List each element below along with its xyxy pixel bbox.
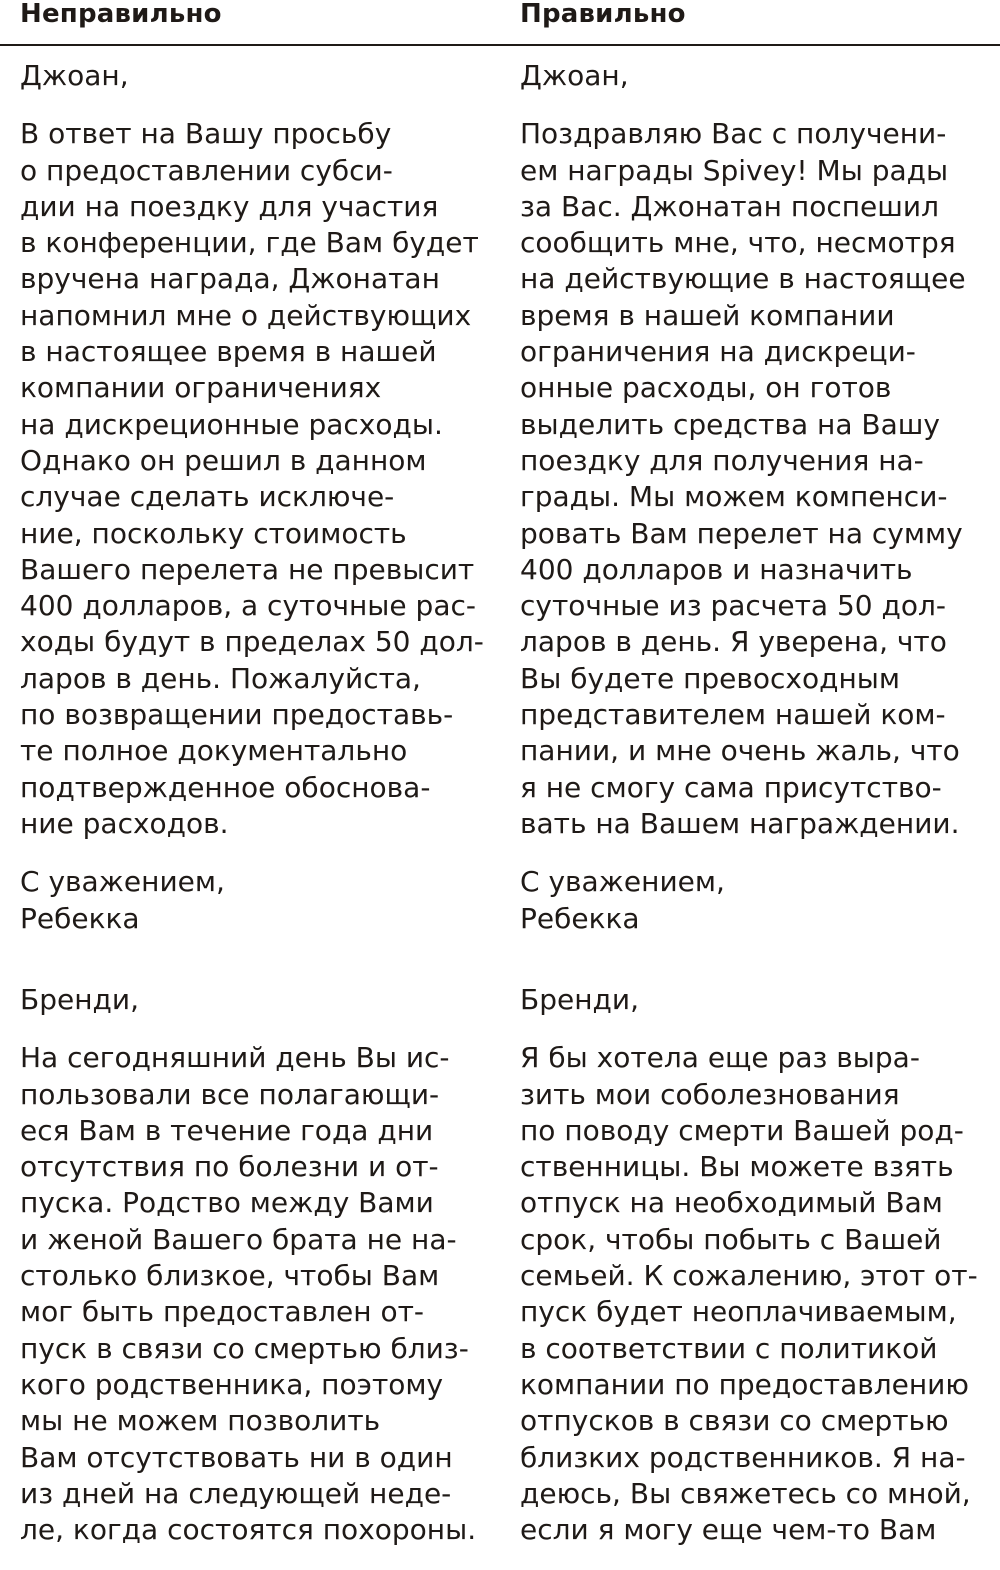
text-line: в настоящее время в нашей xyxy=(20,335,437,369)
text-line: представителем нашей ком- xyxy=(520,698,946,732)
text-line: время в нашей компании xyxy=(520,298,895,332)
text-line: компании ограничениях xyxy=(20,371,382,405)
text-line: по поводу смерти Вашей род- xyxy=(520,1113,964,1147)
text-line: за Вас. Джонатан поспешил xyxy=(520,189,939,223)
text-line: суточные из расчета 50 дол- xyxy=(520,589,946,623)
closing: С уважением, xyxy=(20,865,225,899)
text-line: и женой Вашего брата не на- xyxy=(20,1222,457,1256)
text-line: столько близкое, чтобы Вам xyxy=(20,1259,440,1293)
header-right: Правильно xyxy=(520,0,686,29)
text-line: пользовали все полагающи- xyxy=(20,1077,440,1111)
text-line: пуска. Родство между Вами xyxy=(20,1186,434,1220)
text-line: подтвержденное обоснова- xyxy=(20,770,431,804)
text-line: Я бы хотела еще раз выра- xyxy=(520,1041,920,1075)
greeting: Джоан, xyxy=(520,59,629,92)
text-line: отпусков в связи со смертью xyxy=(520,1404,949,1438)
text-line: ем награды Spivey! Мы рады xyxy=(520,153,949,187)
text-line: отпуск на необходимый Вам xyxy=(520,1186,943,1220)
greeting: Джоан, xyxy=(20,59,129,92)
text-line: зить мои соболезнования xyxy=(520,1077,900,1111)
text-line: дии на поездку для участия xyxy=(20,189,439,223)
letter-body xyxy=(20,1040,476,1548)
text-line: на дискреционные расходы. xyxy=(20,407,443,441)
greeting: Бренди, xyxy=(520,983,639,1016)
letter-brandy-wrong xyxy=(20,982,476,1570)
text-line: онные расходы, он готов xyxy=(520,371,892,405)
text-line: На сегодняшний день Вы ис- xyxy=(20,1041,450,1075)
text-line: отсутствия по болезни и от- xyxy=(20,1150,439,1184)
text-line: ственницы. Вы можете взять xyxy=(520,1150,954,1184)
text-line: мог быть предоставлен от- xyxy=(20,1295,424,1329)
text-line: напомнил мне о действующих xyxy=(20,298,472,332)
text-line: ле, когда состоятся похороны. xyxy=(20,1513,477,1547)
text-line: вручена награда, Джонатан xyxy=(20,262,440,296)
text-line: сообщить мне, что, несмотря xyxy=(520,226,956,260)
text-line: 400 долларов, а суточные рас- xyxy=(20,589,476,623)
text-line: мы не можем позволить xyxy=(20,1404,381,1438)
text-line: пании, и мне очень жаль, что xyxy=(520,734,960,768)
letter-body xyxy=(20,116,498,842)
text-line: я не смогу сама присутство- xyxy=(520,770,942,804)
text-line: Вы будете превосходным xyxy=(520,661,901,695)
text-line: срок, чтобы побыть с Вашей xyxy=(520,1222,942,1256)
text-line: если я могу еще чем-то Вам xyxy=(520,1513,937,1547)
text-line: В ответ на Вашу просьбу xyxy=(20,117,392,151)
column-right xyxy=(520,58,998,1547)
letter-joan-wrong xyxy=(20,58,498,937)
text-line: грады. Мы можем компенси- xyxy=(520,480,948,514)
text-line: о предоставлении субси- xyxy=(20,153,393,187)
header-wrong: Неправильно xyxy=(20,0,222,29)
text-line: компании по предоставлению xyxy=(520,1367,969,1401)
signature: Ребекка xyxy=(520,901,640,935)
text-line: деюсь, Вы свяжетесь со мной, xyxy=(520,1476,971,1510)
text-line: на действующие в настоящее xyxy=(520,262,966,296)
letter-body xyxy=(520,1040,978,1548)
letter-body xyxy=(520,116,998,842)
text-line: по возвращении предоставь- xyxy=(20,698,454,732)
text-line: ларов в день. Я уверена, что xyxy=(520,625,947,659)
text-line: ровать Вам перелет на сумму xyxy=(520,516,963,550)
greeting: Бренди, xyxy=(20,983,139,1016)
text-line: ограничения на дискреци- xyxy=(520,335,916,369)
text-line: семьей. К сожалению, этот от- xyxy=(520,1259,978,1293)
text-line: близких родственников. Я на- xyxy=(520,1440,966,1474)
text-line: пуск будет неоплачиваемым, xyxy=(520,1295,957,1329)
column-header xyxy=(0,0,1000,46)
text-line: ние расходов. xyxy=(20,806,229,840)
signature: Ребекка xyxy=(20,901,140,935)
text-line: 400 долларов и назначить xyxy=(520,552,913,586)
text-line: выделить средства на Вашу xyxy=(520,407,940,441)
text-line: Однако он решил в данном xyxy=(20,443,427,477)
text-line: ние, поскольку стоимость xyxy=(20,516,407,550)
column-wrong xyxy=(20,58,498,1547)
text-line: в конференции, где Вам будет xyxy=(20,226,479,260)
closing: С уважением, xyxy=(520,865,725,899)
text-line: еся Вам в течение года дни xyxy=(20,1113,434,1147)
text-line: ларов в день. Пожалуйста, xyxy=(20,661,421,695)
letter-joan-right xyxy=(520,58,998,937)
text-line: кого родственника, поэтому xyxy=(20,1367,444,1401)
text-line: Поздравляю Вас с получени- xyxy=(520,117,947,151)
text-line: пуск в связи со смертью близ- xyxy=(20,1331,469,1365)
text-line: в соответствии с политикой xyxy=(520,1331,938,1365)
text-line: поездку для получения на- xyxy=(520,443,924,477)
text-line: те полное документально xyxy=(20,734,408,768)
text-line: Вашего перелета не превысит xyxy=(20,552,475,586)
text-line: из дней на следующей неде- xyxy=(20,1476,452,1510)
text-line: случае сделать исключе- xyxy=(20,480,395,514)
letter-brandy-right xyxy=(520,982,978,1570)
text-line: Вам отсутствовать ни в один xyxy=(20,1440,453,1474)
text-line: вать на Вашем награждении. xyxy=(520,806,960,840)
text-line: ходы будут в пределах 50 дол- xyxy=(20,625,484,659)
